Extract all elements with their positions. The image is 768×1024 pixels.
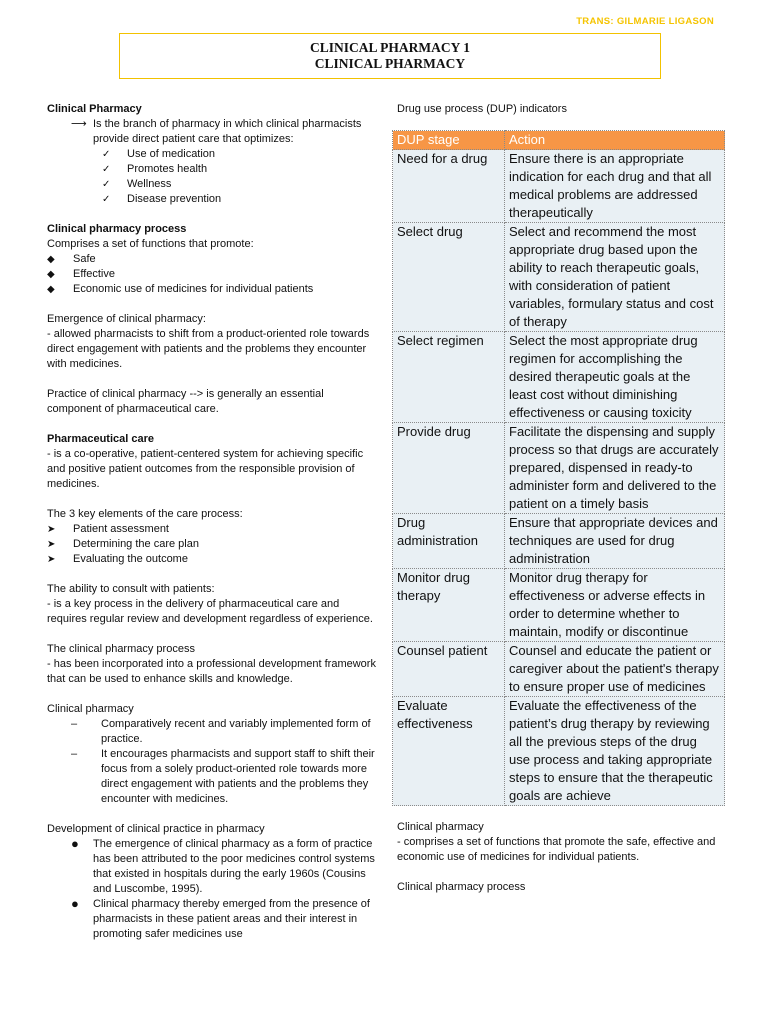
diamond-bullet-icon: ◆ <box>47 269 55 280</box>
section-heading: Clinical pharmacy process <box>47 223 187 235</box>
paragraph: - allowed pharmacists to shift from a product-oriented role towards direct engagement with patients and the problems they encounter with medicines. <box>47 328 370 370</box>
checkmark-icon: ✓ <box>102 149 111 160</box>
paragraph: Clinical pharmacy <box>397 821 484 833</box>
table-row <box>393 514 725 569</box>
check-list <box>47 147 377 207</box>
left-column <box>47 102 377 942</box>
dash-bullet-icon: – <box>71 748 78 760</box>
table-cell: Evaluate effectiveness <box>393 697 505 806</box>
dash-bullet-icon: – <box>71 718 78 730</box>
page-title: CLINICAL PHARMACY 1 <box>309 40 470 55</box>
list-item <box>47 552 377 567</box>
list-item <box>47 177 377 192</box>
list-item <box>47 162 377 177</box>
list-item-text: Clinical pharmacy thereby emerged from the presence of pharmacists in these patient areas and their interest in promoting safer medicines use <box>93 898 370 940</box>
list-item <box>47 537 377 552</box>
paragraph: - has been incorporated into a professional development framework that can be used to enhance skills and knowledge. <box>47 658 376 685</box>
list-item-text: Evaluating the outcome <box>73 553 188 565</box>
list-item <box>47 282 377 297</box>
section-heading: Pharmaceutical care <box>47 433 155 445</box>
table-cell: Drug administration <box>393 514 505 569</box>
arrow-item <box>47 117 377 147</box>
diamond-bullet-icon: ◆ <box>47 254 55 265</box>
table-header-row <box>393 131 725 150</box>
paragraph: Clinical pharmacy process <box>397 881 526 893</box>
diamond-bullet-icon: ◆ <box>47 284 55 295</box>
dot-list <box>47 837 377 942</box>
page-subtitle: CLINICAL PHARMACY <box>314 56 466 71</box>
right-arrow-icon: ⟶ <box>71 118 87 130</box>
diamond-list <box>47 252 377 297</box>
table-cell: Monitor drug therapy <box>393 569 505 642</box>
list-item-text: Determining the care plan <box>73 538 199 550</box>
list-item-text: Safe <box>73 253 96 265</box>
table-row <box>393 423 725 514</box>
dot-bullet-icon: ● <box>71 896 79 911</box>
list-item-text: Disease prevention <box>127 193 222 205</box>
checkmark-icon: ✓ <box>102 164 111 175</box>
list-item-text: Comparatively recent and variably implemented form of practice. <box>101 718 371 745</box>
list-item-text: Effective <box>73 268 115 280</box>
arrowhead-list <box>47 522 377 567</box>
table-row <box>393 697 725 806</box>
dash-list <box>47 717 377 807</box>
paragraph: Clinical pharmacy <box>47 703 134 715</box>
right-column <box>397 102 731 895</box>
arrowhead-bullet-icon: ➤ <box>47 539 56 550</box>
table-cell: Need for a drug <box>393 150 505 223</box>
paragraph: Emergence of clinical pharmacy: <box>47 313 206 325</box>
list-item <box>47 252 377 267</box>
table-cell: Evaluate the effectiveness of the patient’s drug therapy by reviewing all the previous steps of the drug use process and taking appropriate steps to ensure that the therapeutic goals are achieve <box>505 697 725 806</box>
table-row <box>393 150 725 223</box>
list-item-text: Use of medication <box>127 148 216 160</box>
table-cell: Select and recommend the most appropriate drug based upon the ability to reach therapeutic goals, with consideration of patient variables, formulary status and cost of therapy <box>505 223 725 332</box>
list-item <box>47 267 377 282</box>
table-cell: Monitor drug therapy for effectiveness or adverse effects in order to determine whether to maintain, modify or discontinue <box>505 569 725 642</box>
list-item-text: It encourages pharmacists and support staff to shift their focus from a solely product-oriented role towards more direct engagement with patients and the problems they encounter with medicines. <box>101 748 375 805</box>
list-item-text: Economic use of medicines for individual patients <box>73 283 314 295</box>
translator-credit <box>576 16 714 27</box>
paragraph: - comprises a set of functions that promote the safe, effective and economic use of medicines for individual patients. <box>397 836 716 863</box>
table-cell: Counsel and educate the patient or caregiver about the patient's therapy to ensure proper use of medicines <box>505 642 725 697</box>
list-item <box>47 717 377 747</box>
table-cell: Select regimen <box>393 332 505 423</box>
table-cell: Counsel patient <box>393 642 505 697</box>
trans-name: GILMARIE LIGASON <box>616 16 714 27</box>
section-heading: Clinical Pharmacy <box>47 103 142 115</box>
checkmark-icon: ✓ <box>102 194 111 205</box>
table-cell: Facilitate the dispensing and supply process so that drugs are accurately prepared, dispensed in ready-to administer form and delivered to the patient on a timely basis <box>505 423 725 514</box>
table-caption: Drug use process (DUP) indicators <box>397 103 567 115</box>
column-header: DUP stage <box>393 131 505 150</box>
list-item-text: The emergence of clinical pharmacy as a form of practice has been attributed to the poor medicines control systems that existed in hospitals during the early 1960s (Cousins and Luscombe, 1995). <box>93 838 375 895</box>
dot-bullet-icon: ● <box>71 836 79 851</box>
table-row <box>393 223 725 332</box>
checkmark-icon: ✓ <box>102 179 111 190</box>
list-item <box>47 837 377 897</box>
title-box <box>119 33 661 79</box>
list-item <box>47 897 377 942</box>
paragraph: Development of clinical practice in pharmacy <box>47 823 265 835</box>
list-item-text: Patient assessment <box>73 523 169 535</box>
paragraph: The 3 key elements of the care process: <box>47 508 243 520</box>
paragraph: Practice of clinical pharmacy --> is generally an essential component of pharmaceutical care. <box>47 388 324 415</box>
list-item-text: Promotes health <box>127 163 208 175</box>
table-row <box>393 569 725 642</box>
table-cell: Ensure that appropriate devices and techniques are used for drug administration <box>505 514 725 569</box>
list-item <box>47 747 377 807</box>
arrowhead-bullet-icon: ➤ <box>47 524 56 535</box>
column-header: Action <box>505 131 725 150</box>
table-cell: Select the most appropriate drug regimen for accomplishing the desired therapeutic goals at the least cost without diminishing effectiveness or causing toxicity <box>505 332 725 423</box>
trans-label: TRANS: <box>576 16 614 27</box>
table-cell: Select drug <box>393 223 505 332</box>
list-item-text: Wellness <box>127 178 172 190</box>
dup-table <box>392 130 725 806</box>
paragraph: Comprises a set of functions that promote: <box>47 238 254 250</box>
list-item <box>47 192 377 207</box>
table-cell: Provide drug <box>393 423 505 514</box>
paragraph: - is a co-operative, patient-centered system for achieving specific and positive patient outcomes from the responsible provision of medicines. <box>47 448 364 490</box>
list-item <box>47 522 377 537</box>
arrow-item-text: Is the branch of pharmacy in which clinical pharmacists provide direct patient care that optimizes: <box>93 118 362 145</box>
table-row <box>393 332 725 423</box>
paragraph: The clinical pharmacy process <box>47 643 195 655</box>
list-item <box>47 147 377 162</box>
paragraph: The ability to consult with patients: <box>47 583 215 595</box>
table-cell: Ensure there is an appropriate indication for each drug and that all medical problems are addressed therapeutically <box>505 150 725 223</box>
paragraph: - is a key process in the delivery of pharmaceutical care and requires regular review and development regardless of experience. <box>47 598 373 625</box>
table-row <box>393 642 725 697</box>
arrowhead-bullet-icon: ➤ <box>47 554 56 565</box>
